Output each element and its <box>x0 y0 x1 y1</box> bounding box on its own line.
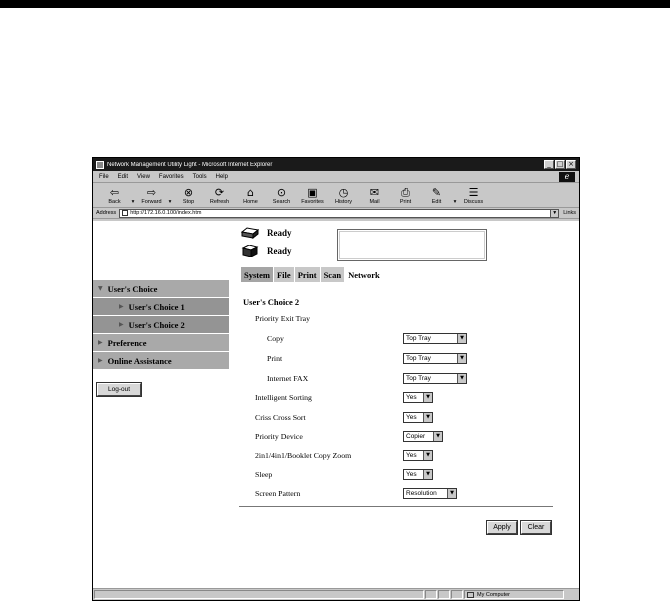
copy-value: Top Tray <box>406 335 431 342</box>
history-button[interactable] <box>328 187 359 207</box>
sleep-select[interactable] <box>403 469 433 480</box>
priority-device-label: Priority Device <box>255 432 303 441</box>
status-row-2 <box>241 243 292 259</box>
forward-dropdown-icon[interactable]: ▾ <box>168 199 172 205</box>
back-dropdown-icon[interactable]: ▾ <box>131 199 135 205</box>
browser-window <box>92 157 580 601</box>
chevron-down-icon: ▼ <box>423 451 432 460</box>
edit-label: Edit <box>431 199 442 205</box>
clear-button[interactable]: Clear <box>521 521 551 534</box>
copier-status-icon <box>241 245 259 257</box>
chevron-down-icon: ▼ <box>423 413 432 422</box>
forward-button[interactable] <box>136 187 167 207</box>
internet-fax-value: Top Tray <box>406 375 431 382</box>
criss-cross-sort-select[interactable] <box>403 412 433 423</box>
menu-file[interactable]: File <box>99 173 109 180</box>
sleep-label: Sleep <box>255 470 273 479</box>
internet-fax-select[interactable] <box>403 373 467 384</box>
window-title: Network Management Utility Light - Microsoft Internet Explorer <box>107 161 273 168</box>
home-icon: ⌂ <box>247 186 254 199</box>
discuss-button[interactable] <box>458 187 489 207</box>
mail-label: Mail <box>369 199 380 205</box>
print-setting-label: Print <box>267 354 283 363</box>
status-row-1 <box>241 225 292 241</box>
nav-users-choice-label: User's Choice <box>107 283 158 294</box>
chevron-down-icon: ▼ <box>423 470 432 479</box>
menu-edit[interactable]: Edit <box>117 173 129 180</box>
intelligent-sorting-value: Yes <box>406 394 417 401</box>
chevron-down-icon: ▼ <box>447 489 456 498</box>
address-bar <box>93 208 579 219</box>
intelligent-sorting-label: Intelligent Sorting <box>255 393 312 402</box>
nav-online-assistance[interactable] <box>93 352 229 369</box>
print-button[interactable] <box>390 187 421 207</box>
forward-arrow-icon: ⇨ <box>146 186 157 199</box>
links-button[interactable]: Links <box>563 210 577 216</box>
security-zone-label: My Computer <box>477 591 511 598</box>
copy-select[interactable] <box>403 333 467 344</box>
status-cell <box>451 590 463 599</box>
edit-icon: ✎ <box>431 186 442 199</box>
collapsed-arrow-icon: ▶ <box>98 339 103 346</box>
status-bar <box>93 588 579 600</box>
home-label: Home <box>243 199 258 205</box>
back-label: Back <box>108 199 121 205</box>
home-button[interactable] <box>235 187 266 207</box>
page-title: User's Choice 2 <box>243 297 300 307</box>
status-text-2: Ready <box>267 246 292 256</box>
tab-file[interactable]: File <box>274 267 294 282</box>
booklet-zoom-label: 2in1/4in1/Booklet Copy Zoom <box>255 451 352 460</box>
status-cell <box>438 590 450 599</box>
status-text-1: Ready <box>267 228 292 238</box>
refresh-button[interactable] <box>204 187 235 207</box>
chevron-down-icon: ▼ <box>423 393 432 402</box>
tab-print[interactable]: Print <box>295 267 320 282</box>
collapsed-arrow-icon: ▶ <box>119 303 124 310</box>
address-url: http://172.16.0.100/index.htm <box>130 210 202 216</box>
collapsed-arrow-icon: ▶ <box>98 357 103 364</box>
toolbar <box>93 183 579 208</box>
sleep-value: Yes <box>406 471 417 478</box>
chevron-down-icon: ▼ <box>457 354 466 363</box>
expanded-arrow-icon: ▼ <box>98 285 103 292</box>
status-message-cell <box>94 590 424 599</box>
minimize-button[interactable]: _ <box>544 160 554 169</box>
chevron-down-icon: ▼ <box>433 432 442 441</box>
tab-bar <box>241 267 384 282</box>
print-label: Print <box>399 199 412 205</box>
screen-pattern-value: Resolution <box>406 490 437 497</box>
booklet-zoom-value: Yes <box>406 452 417 459</box>
menu-favorites[interactable]: Favorites <box>158 173 184 180</box>
nav-preference[interactable] <box>93 334 229 351</box>
chevron-down-icon: ▼ <box>457 334 466 343</box>
booklet-zoom-select[interactable] <box>403 450 433 461</box>
history-label: History <box>334 199 353 205</box>
criss-cross-sort-value: Yes <box>406 414 417 421</box>
print-select[interactable] <box>403 353 467 364</box>
tab-network[interactable]: Network <box>348 269 380 280</box>
close-button[interactable]: × <box>566 160 576 169</box>
mail-button[interactable] <box>359 187 390 207</box>
copy-label: Copy <box>267 334 284 343</box>
discuss-label: Discuss <box>463 199 484 205</box>
page-top-rule <box>0 0 670 8</box>
maximize-button[interactable]: □ <box>556 160 564 168</box>
nav-users-choice-2[interactable] <box>93 316 229 333</box>
discuss-icon: ☰ <box>468 186 479 199</box>
screen-pattern-select[interactable] <box>403 488 457 499</box>
apply-button[interactable]: Apply <box>487 521 517 534</box>
title-bar <box>93 158 579 171</box>
favorites-button[interactable] <box>297 187 328 207</box>
forward-label: Forward <box>141 199 162 205</box>
tab-scan[interactable]: Scan <box>321 267 344 282</box>
security-zone <box>464 590 564 599</box>
stop-icon: ⊗ <box>183 186 194 199</box>
internet-fax-label: Internet FAX <box>267 374 309 383</box>
ie-logo-icon: e <box>559 172 575 182</box>
nav-users-choice[interactable] <box>93 280 229 297</box>
intelligent-sorting-select[interactable] <box>403 392 433 403</box>
nav-users-choice-1-label: User's Choice 1 <box>128 301 185 312</box>
nav-online-assistance-label: Online Assistance <box>107 355 172 366</box>
search-button[interactable] <box>266 187 297 207</box>
nav-users-choice-2-label: User's Choice 2 <box>128 319 185 330</box>
address-input[interactable] <box>119 209 559 218</box>
priority-exit-tray-label: Priority Exit Tray <box>255 314 311 323</box>
stop-button[interactable] <box>173 187 204 207</box>
left-navigation <box>93 221 229 588</box>
menu-bar <box>93 171 579 183</box>
menu-help[interactable]: Help <box>215 173 228 180</box>
back-arrow-icon: ⇦ <box>109 186 120 199</box>
ie-app-icon <box>96 161 104 169</box>
search-icon: ⊙ <box>276 186 287 199</box>
edit-button[interactable] <box>421 187 452 207</box>
print-value: Top Tray <box>406 355 431 362</box>
main-panel <box>239 221 559 588</box>
print-icon: ⎙ <box>401 186 410 199</box>
nav-users-choice-1[interactable] <box>93 298 229 315</box>
stop-label: Stop <box>182 199 195 205</box>
refresh-icon: ⟳ <box>214 186 225 199</box>
search-label: Search <box>272 199 291 205</box>
refresh-label: Refresh <box>209 199 230 205</box>
priority-device-select[interactable] <box>403 431 443 442</box>
priority-device-value: Copier <box>406 433 426 440</box>
address-label: Address <box>96 210 117 216</box>
chevron-down-icon: ▼ <box>457 374 466 383</box>
menu-tools[interactable]: Tools <box>192 173 207 180</box>
computer-icon <box>467 592 474 598</box>
favorites-icon: ▣ <box>307 186 318 199</box>
screen-pattern-label: Screen Pattern <box>255 489 301 498</box>
tab-system[interactable]: System <box>241 267 273 282</box>
favorites-label: Favorites <box>301 199 324 205</box>
mail-icon: ✉ <box>369 186 380 199</box>
criss-cross-sort-label: Criss Cross Sort <box>255 413 306 422</box>
page-icon <box>122 210 128 216</box>
page-content <box>93 221 579 588</box>
nav-preference-label: Preference <box>107 337 147 348</box>
collapsed-arrow-icon: ▶ <box>119 321 124 328</box>
address-dropdown-icon[interactable]: ▼ <box>550 210 558 217</box>
form-divider <box>239 506 553 507</box>
edit-dropdown-icon[interactable]: ▾ <box>453 199 457 205</box>
status-message-box <box>337 229 487 261</box>
printer-status-icon <box>241 227 259 239</box>
menu-view[interactable]: View <box>137 173 150 180</box>
logout-button[interactable]: Log-out <box>97 383 141 396</box>
back-button[interactable] <box>99 187 130 207</box>
status-cell <box>425 590 437 599</box>
history-icon: ◷ <box>338 186 349 199</box>
